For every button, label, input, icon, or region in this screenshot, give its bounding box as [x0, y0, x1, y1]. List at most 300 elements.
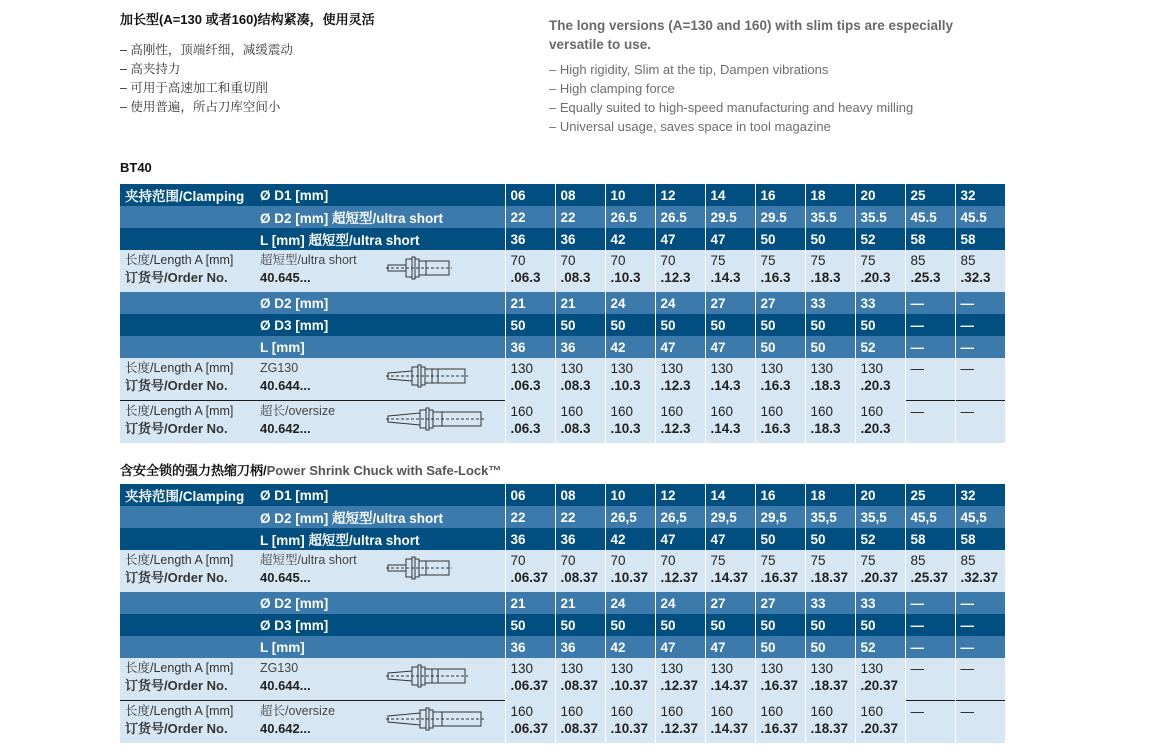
order-cell — [805, 550, 855, 592]
intro-cn-features — [120, 41, 520, 117]
d2-cell: 27 — [705, 592, 755, 614]
d2-ultra-short-cell: 29,5 — [755, 506, 805, 528]
order-cell — [755, 701, 805, 744]
length-a-value: — — [910, 704, 924, 719]
tool-description — [255, 550, 505, 592]
d1-cell: 16 — [755, 184, 805, 206]
length-a-value: 130 — [510, 361, 534, 376]
order-prefix: 40.644... — [260, 678, 311, 693]
order-label: 订货号/Order No. — [125, 570, 228, 585]
d2-ultra-short-cell: 29.5 — [755, 206, 805, 228]
order-cell — [505, 250, 555, 292]
d2-ultra-short-cell: 26.5 — [605, 206, 655, 228]
d3-cell: 50 — [505, 314, 555, 336]
length-label-cn: 长度/ — [125, 704, 154, 718]
l-ultra-short-cell: 36 — [555, 528, 605, 550]
d3-cell: 50 — [505, 614, 555, 636]
d3-cell: — — [955, 314, 1005, 336]
length-a-value: 70 — [610, 253, 626, 268]
l-row — [120, 636, 1012, 658]
spec-table-power-shrink — [120, 484, 1012, 743]
order-cell — [955, 550, 1005, 592]
length-a-value: 75 — [710, 553, 726, 568]
d2-cell: 24 — [605, 592, 655, 614]
order-cell — [905, 358, 955, 401]
length-label-en: Length A [mm] — [153, 704, 234, 718]
l-cell: 47 — [655, 636, 705, 658]
order-suffix: .06.3 — [510, 270, 541, 285]
intro-en-features — [549, 60, 969, 136]
over-holder-drawing-icon — [386, 406, 484, 435]
d2-cell: — — [905, 592, 955, 614]
d3-cell: 50 — [855, 614, 905, 636]
order-cell — [905, 701, 955, 744]
length-a-value: 70 — [560, 553, 576, 568]
length-label-cn: 长度/ — [125, 553, 154, 567]
l-cell: 47 — [655, 336, 705, 358]
clamping-label-en: Clamping — [182, 189, 245, 204]
order-prefix: 40.644... — [260, 378, 311, 393]
length-a-value: 160 — [710, 703, 734, 719]
order-cell — [555, 701, 605, 744]
l-ultra-short-cell: 58 — [955, 528, 1005, 550]
order-cell — [705, 401, 755, 444]
order-suffix: .16.37 — [760, 570, 799, 585]
over-order-row — [120, 701, 1012, 744]
l-cell: 50 — [755, 336, 805, 358]
length-a-value: 160 — [760, 403, 784, 419]
length-a-value: 85 — [910, 553, 926, 568]
l-ultra-short-cell: 47 — [655, 228, 705, 250]
zg-holder-drawing-icon — [386, 663, 468, 692]
over-order-row — [120, 401, 1012, 444]
intro-chinese — [120, 10, 520, 117]
section-title-cn: BT40 — [120, 160, 152, 175]
l-cell: 52 — [855, 336, 905, 358]
l-cell: — — [905, 336, 955, 358]
order-suffix: .14.3 — [710, 378, 741, 393]
order-cell — [705, 250, 755, 292]
l-ultra-short-cell: 50 — [805, 228, 855, 250]
order-suffix: .20.37 — [860, 720, 899, 736]
d2-ultra-short-cell: 35.5 — [805, 206, 855, 228]
order-suffix: .18.37 — [810, 678, 849, 693]
length-a-value: 75 — [810, 553, 826, 568]
order-label: 订货号/Order No. — [125, 270, 228, 285]
l-ultra-short-label: L [mm] 超短型/ultra short — [255, 528, 505, 550]
length-a-value: 130 — [810, 361, 834, 376]
d2-cell: 21 — [555, 592, 605, 614]
feature-item: – 可用于高速加工和重切削 — [120, 81, 268, 95]
order-cell — [855, 658, 905, 701]
order-label: 订货号/Order No. — [125, 378, 228, 393]
order-cell — [705, 550, 755, 592]
feature-item: – 使用普遍，所占刀库空间小 — [120, 100, 281, 114]
length-a-value: 75 — [860, 553, 876, 568]
length-a-value: 130 — [660, 661, 684, 676]
length-a-value: 160 — [810, 403, 834, 419]
d2-ultra-short-cell: 22 — [505, 506, 555, 528]
d2-cell: 27 — [755, 592, 805, 614]
order-suffix: .06.37 — [510, 570, 549, 585]
length-a-value: 130 — [610, 361, 634, 376]
order-suffix: .10.37 — [610, 570, 649, 585]
length-a-value: 130 — [760, 361, 784, 376]
order-cell — [605, 701, 655, 744]
length-a-value: 130 — [860, 661, 884, 676]
feature-item: – High rigidity, Slim at the tip, Dampen vibrations — [549, 62, 829, 77]
l-row — [120, 336, 1012, 358]
d3-row — [120, 614, 1012, 636]
d2-ultra-short-cell: 26,5 — [655, 506, 705, 528]
l-cell: 42 — [605, 336, 655, 358]
d1-cell: 32 — [955, 184, 1005, 206]
order-suffix: .20.3 — [860, 378, 891, 393]
clamping-label-cn: 夹持范围/ — [125, 489, 183, 504]
length-a-value: 160 — [510, 703, 534, 719]
length-a-value: 160 — [710, 403, 734, 419]
length-a-value: 75 — [760, 553, 776, 568]
length-a-value: 130 — [760, 661, 784, 676]
l-ultra-short-cell: 47 — [705, 228, 755, 250]
length-order-label — [120, 358, 255, 401]
d2-ultra-short-cell: 35,5 — [805, 506, 855, 528]
d2-row — [120, 592, 1012, 614]
order-suffix: .18.37 — [810, 720, 849, 736]
d1-cell: 14 — [705, 184, 755, 206]
d1-cell: 14 — [705, 484, 755, 506]
d1-cell: 12 — [655, 484, 705, 506]
clamping-range-label — [120, 484, 255, 506]
d2-cell: 27 — [705, 292, 755, 314]
d3-cell: 50 — [555, 614, 605, 636]
length-label-en: Length A [mm] — [153, 253, 234, 267]
d2-label: Ø D2 [mm] — [255, 292, 505, 314]
length-label-en: Length A [mm] — [153, 553, 234, 567]
length-a-value: 70 — [610, 553, 626, 568]
order-suffix: .12.3 — [660, 378, 691, 393]
length-order-label — [120, 701, 255, 744]
order-cell — [755, 250, 805, 292]
order-cell — [755, 401, 805, 444]
order-cell — [655, 358, 705, 401]
length-a-value: 130 — [810, 661, 834, 676]
l-ultra-short-cell: 50 — [805, 528, 855, 550]
order-suffix: .12.3 — [660, 420, 691, 436]
length-a-value: 160 — [860, 703, 884, 719]
order-suffix: .10.3 — [610, 420, 641, 436]
order-suffix: .10.37 — [610, 720, 649, 736]
spec-table-bt40 — [120, 184, 1012, 443]
length-a-value: 160 — [560, 703, 584, 719]
l-cell: 36 — [555, 336, 605, 358]
d1-cell: 10 — [605, 184, 655, 206]
order-cell — [555, 401, 605, 444]
d2-ultra-short-cell: 22 — [555, 506, 605, 528]
l-cell: 36 — [505, 336, 555, 358]
feature-item: – 高刚性，顶端纤细，减缓震动 — [120, 43, 293, 57]
length-a-value: 70 — [510, 253, 526, 268]
d3-label: Ø D3 [mm] — [255, 614, 505, 636]
d2-cell: — — [955, 292, 1005, 314]
length-a-value: 75 — [760, 253, 776, 268]
d3-cell: 50 — [605, 614, 655, 636]
order-suffix: .12.37 — [660, 570, 699, 585]
length-a-value: 85 — [960, 553, 976, 568]
order-suffix: .16.3 — [760, 270, 791, 285]
l-cell: 52 — [855, 636, 905, 658]
l-cell: 50 — [805, 636, 855, 658]
order-suffix: .20.3 — [860, 270, 891, 285]
d1-cell: 20 — [855, 484, 905, 506]
l-ultra-short-cell: 58 — [955, 228, 1005, 250]
d2-cell: 21 — [505, 592, 555, 614]
d3-cell: 50 — [755, 314, 805, 336]
order-suffix: .06.37 — [510, 678, 549, 693]
order-cell — [955, 658, 1005, 701]
order-cell — [855, 701, 905, 744]
d3-cell: 50 — [555, 314, 605, 336]
l-cell: — — [955, 336, 1005, 358]
order-cell — [505, 401, 555, 444]
variant-name: ZG130 — [260, 361, 299, 375]
length-a-value: 160 — [810, 703, 834, 719]
order-suffix: .08.3 — [560, 270, 591, 285]
d2-cell: 33 — [855, 592, 905, 614]
short-order-row — [120, 550, 1012, 592]
order-cell — [655, 401, 705, 444]
d2-ultra-short-cell: 45,5 — [905, 506, 955, 528]
l-ultra-short-cell: 42 — [605, 528, 655, 550]
d2-cell: 27 — [755, 292, 805, 314]
feature-item: – Equally suited to high-speed manufacturing and heavy milling — [549, 100, 914, 115]
l-ultra-short-cell: 36 — [505, 228, 555, 250]
order-suffix: .16.3 — [760, 378, 791, 393]
intro-cn-title: 加长型(A=130 或者160)结构紧凑，使用灵活 — [120, 12, 375, 27]
l-ultra-short-cell: 58 — [905, 528, 955, 550]
length-a-value: 75 — [710, 253, 726, 268]
length-a-value: 70 — [510, 553, 526, 568]
feature-item: – Universal usage, saves space in tool magazine — [549, 119, 831, 134]
length-order-label — [120, 401, 255, 444]
d2-cell: 33 — [805, 592, 855, 614]
order-suffix: .14.37 — [710, 720, 749, 736]
order-suffix: .20.3 — [860, 420, 891, 436]
length-a-value: 160 — [560, 403, 584, 419]
l-ultra-short-cell: 42 — [605, 228, 655, 250]
order-suffix: .14.37 — [710, 570, 749, 585]
d1-cell: 06 — [505, 484, 555, 506]
d2-cell: 24 — [655, 592, 705, 614]
clamping-label-cn: 夹持范围/ — [125, 189, 183, 204]
tool-description — [255, 658, 505, 701]
order-cell — [505, 658, 555, 701]
order-suffix: .06.3 — [510, 378, 541, 393]
zg-order-row — [120, 358, 1012, 401]
d2-ultra-short-cell: 26.5 — [655, 206, 705, 228]
d1-cell: 25 — [905, 184, 955, 206]
order-label: 订货号/Order No. — [125, 721, 228, 736]
length-order-label — [120, 658, 255, 701]
length-a-value: 130 — [560, 361, 584, 376]
d2-ultra-short-cell: 35,5 — [855, 506, 905, 528]
order-suffix: .20.37 — [860, 570, 899, 585]
d3-cell: 50 — [605, 314, 655, 336]
short-holder-drawing-icon — [386, 555, 452, 584]
order-suffix: .12.37 — [660, 720, 699, 736]
d1-cell: 16 — [755, 484, 805, 506]
l-ultra-short-cell: 47 — [705, 528, 755, 550]
order-suffix: .10.3 — [610, 378, 641, 393]
length-a-value: 130 — [560, 661, 584, 676]
order-cell — [955, 701, 1005, 744]
order-cell — [905, 550, 955, 592]
feature-item: – High clamping force — [549, 81, 675, 96]
l-ultra-short-cell: 47 — [655, 528, 705, 550]
d2-ultra-short-cell: 29.5 — [705, 206, 755, 228]
d2-cell: 21 — [555, 292, 605, 314]
order-suffix: .10.37 — [610, 678, 649, 693]
l-ultra-short-row — [120, 228, 1012, 250]
length-a-value: 130 — [610, 661, 634, 676]
section-title-cn: 含安全锁的强力热缩刀柄/ — [120, 463, 267, 478]
order-cell — [805, 401, 855, 444]
order-cell — [805, 658, 855, 701]
d2-ultra-short-row — [120, 506, 1012, 528]
length-a-value: 130 — [860, 361, 884, 376]
d2-ultra-short-cell: 22 — [555, 206, 605, 228]
d1-row — [120, 184, 1012, 206]
order-cell — [505, 358, 555, 401]
length-a-value: 75 — [860, 253, 876, 268]
variant-name: 超长/oversize — [260, 404, 336, 418]
order-suffix: .18.3 — [810, 378, 841, 393]
d1-cell: 25 — [905, 484, 955, 506]
d2-cell: 33 — [855, 292, 905, 314]
order-cell — [555, 358, 605, 401]
d2-ultra-short-cell: 29,5 — [705, 506, 755, 528]
feature-item: – 高夹持力 — [120, 62, 181, 76]
d3-cell: 50 — [705, 314, 755, 336]
length-a-value: — — [910, 661, 924, 676]
variant-name: 超短型/ultra short — [260, 553, 357, 567]
order-cell — [505, 550, 555, 592]
d3-cell: 50 — [855, 314, 905, 336]
order-suffix: .08.37 — [560, 720, 599, 736]
order-cell — [505, 701, 555, 744]
tool-description — [255, 401, 505, 444]
variant-name: ZG130 — [260, 661, 299, 675]
d3-cell: — — [905, 314, 955, 336]
d2-ultra-short-cell: 45.5 — [905, 206, 955, 228]
length-order-label — [120, 550, 255, 592]
l-ultra-short-cell: 58 — [905, 228, 955, 250]
l-ultra-short-row — [120, 528, 1012, 550]
d2-ultra-short-cell: 45.5 — [955, 206, 1005, 228]
d2-ultra-short-cell: 35.5 — [855, 206, 905, 228]
length-a-value: 160 — [760, 703, 784, 719]
clamping-range-label — [120, 184, 255, 206]
length-a-value: 85 — [910, 253, 926, 268]
d3-cell: — — [955, 614, 1005, 636]
short-order-row — [120, 250, 1012, 292]
order-suffix: .16.3 — [760, 420, 791, 436]
clamping-label-en: Clamping — [182, 489, 245, 504]
d2-ultra-short-cell: 22 — [505, 206, 555, 228]
l-ultra-short-cell: 50 — [755, 528, 805, 550]
order-cell — [655, 701, 705, 744]
l-ultra-short-cell: 36 — [555, 228, 605, 250]
zg-holder-drawing-icon — [386, 363, 468, 392]
d3-cell: 50 — [705, 614, 755, 636]
d2-cell: 33 — [805, 292, 855, 314]
order-cell — [755, 550, 805, 592]
order-suffix: .18.37 — [810, 570, 849, 585]
length-label-cn: 长度/ — [125, 404, 154, 418]
d3-cell: 50 — [755, 614, 805, 636]
d1-cell: 10 — [605, 484, 655, 506]
order-suffix: .16.37 — [760, 720, 799, 736]
d3-cell: — — [905, 614, 955, 636]
length-a-value: 130 — [510, 661, 534, 676]
l-cell: 36 — [505, 636, 555, 658]
d1-label: Ø D1 [mm] — [255, 184, 505, 206]
length-a-value: 70 — [660, 553, 676, 568]
length-a-value: — — [910, 361, 924, 376]
order-suffix: .06.37 — [510, 720, 549, 736]
length-label-cn: 长度/ — [125, 661, 154, 675]
tool-description — [255, 250, 505, 292]
l-cell: 36 — [555, 636, 605, 658]
length-a-value: 160 — [610, 403, 634, 419]
order-suffix: .14.37 — [710, 678, 749, 693]
d2-cell: 24 — [655, 292, 705, 314]
order-cell — [705, 658, 755, 701]
short-holder-drawing-icon — [386, 255, 452, 284]
zg-order-row — [120, 658, 1012, 701]
order-suffix: .16.37 — [760, 678, 799, 693]
d1-cell: 12 — [655, 184, 705, 206]
length-a-value: 160 — [510, 403, 534, 419]
order-cell — [755, 658, 805, 701]
order-cell — [605, 550, 655, 592]
length-label-en: Length A [mm] — [153, 404, 234, 418]
order-suffix: .25.37 — [910, 570, 949, 585]
over-holder-drawing-icon — [386, 706, 484, 735]
length-a-value: — — [960, 661, 974, 676]
order-prefix: 40.642... — [260, 421, 311, 436]
order-cell — [605, 658, 655, 701]
length-a-value: 130 — [660, 361, 684, 376]
d2-cell: 24 — [605, 292, 655, 314]
d1-cell: 32 — [955, 484, 1005, 506]
order-suffix: .18.3 — [810, 270, 841, 285]
order-cell — [855, 358, 905, 401]
order-cell — [905, 658, 955, 701]
order-cell — [755, 358, 805, 401]
l-label: L [mm] — [255, 336, 505, 358]
order-cell — [605, 358, 655, 401]
order-cell — [705, 358, 755, 401]
length-a-value: 160 — [660, 403, 684, 419]
length-order-label — [120, 250, 255, 292]
variant-name: 超长/oversize — [260, 704, 336, 718]
d2-label: Ø D2 [mm] — [255, 592, 505, 614]
order-label: 订货号/Order No. — [125, 678, 228, 693]
length-label-cn: 长度/ — [125, 361, 154, 375]
d3-label: Ø D3 [mm] — [255, 314, 505, 336]
d2-ultra-short-cell: 26,5 — [605, 506, 655, 528]
